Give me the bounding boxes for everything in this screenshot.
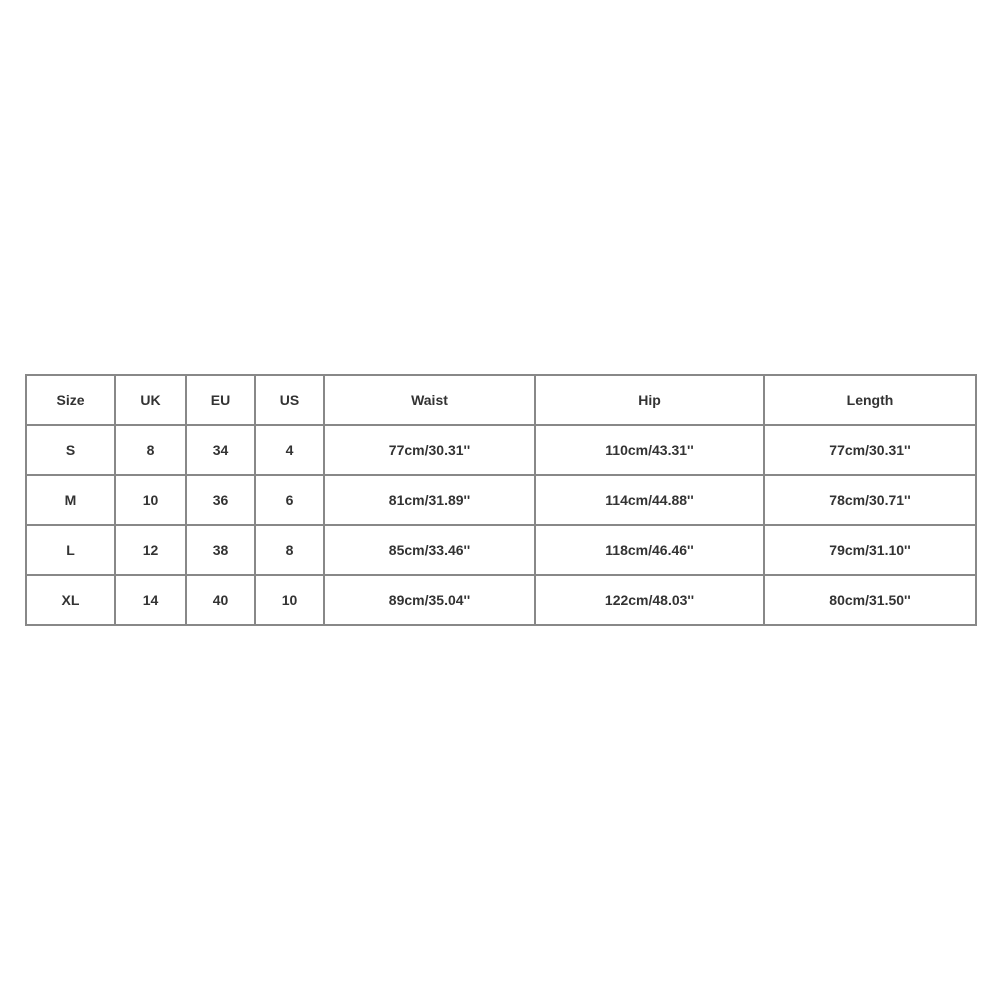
cell-eu: 36 <box>186 475 255 525</box>
cell-length: 80cm/31.50'' <box>764 575 976 625</box>
header-eu: EU <box>186 375 255 425</box>
table-row <box>26 575 976 625</box>
cell-uk: 14 <box>115 575 186 625</box>
cell-waist: 81cm/31.89'' <box>324 475 535 525</box>
cell-size: S <box>26 425 115 475</box>
cell-waist: 89cm/35.04'' <box>324 575 535 625</box>
table-row <box>26 425 976 475</box>
cell-hip: 122cm/48.03'' <box>535 575 764 625</box>
cell-length: 79cm/31.10'' <box>764 525 976 575</box>
header-waist: Waist <box>324 375 535 425</box>
cell-size: M <box>26 475 115 525</box>
header-row <box>26 375 976 425</box>
cell-eu: 38 <box>186 525 255 575</box>
header-uk: UK <box>115 375 186 425</box>
cell-size: XL <box>26 575 115 625</box>
table-row <box>26 525 976 575</box>
cell-us: 10 <box>255 575 324 625</box>
cell-uk: 10 <box>115 475 186 525</box>
cell-us: 8 <box>255 525 324 575</box>
header-us: US <box>255 375 324 425</box>
header-length: Length <box>764 375 976 425</box>
cell-us: 6 <box>255 475 324 525</box>
cell-hip: 118cm/46.46'' <box>535 525 764 575</box>
cell-eu: 40 <box>186 575 255 625</box>
header-hip: Hip <box>535 375 764 425</box>
table-row <box>26 475 976 525</box>
cell-hip: 114cm/44.88'' <box>535 475 764 525</box>
size-chart-table <box>25 374 977 626</box>
cell-size: L <box>26 525 115 575</box>
cell-waist: 77cm/30.31'' <box>324 425 535 475</box>
cell-uk: 8 <box>115 425 186 475</box>
cell-uk: 12 <box>115 525 186 575</box>
header-size: Size <box>26 375 115 425</box>
cell-hip: 110cm/43.31'' <box>535 425 764 475</box>
cell-length: 77cm/30.31'' <box>764 425 976 475</box>
cell-eu: 34 <box>186 425 255 475</box>
cell-us: 4 <box>255 425 324 475</box>
cell-waist: 85cm/33.46'' <box>324 525 535 575</box>
cell-length: 78cm/30.71'' <box>764 475 976 525</box>
